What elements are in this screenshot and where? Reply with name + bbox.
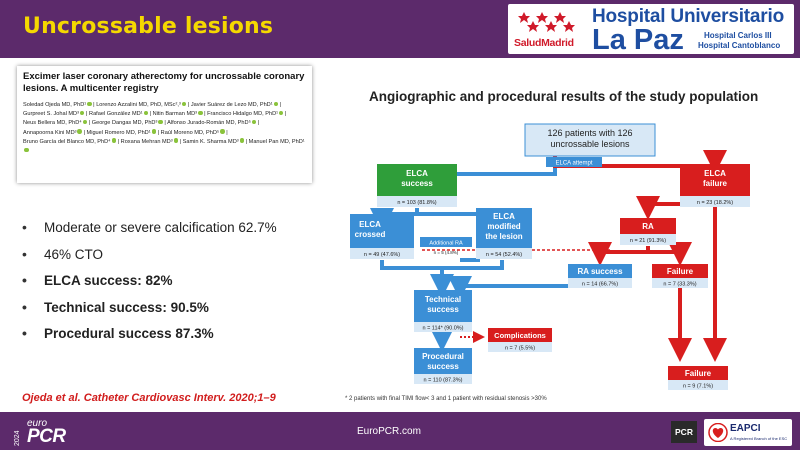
orcid-icon (87, 102, 92, 107)
author-name: Bruno García del Blanco MD, PhD⁴ (23, 138, 111, 145)
orcid-icon (198, 111, 203, 116)
author-name: Javier Suárez de Lezo MD, PhD¹ (190, 102, 273, 108)
elca-modified-n: n = 54 (52.4%) (485, 252, 523, 258)
elca-success-n: n = 103 (81.8%) (397, 200, 437, 206)
top-patients-line1: 126 patients with 126 (547, 128, 633, 138)
finding-item: • ELCA success: 82% (22, 273, 277, 300)
top-patients-line2: uncrossable lesions (550, 139, 630, 149)
failure-ra-n: n = 7 (33.3%) (663, 281, 697, 288)
orcid-icon (174, 138, 179, 143)
orcid-icon (77, 129, 82, 134)
orcid-icon (80, 111, 85, 116)
orcid-icon (279, 111, 284, 116)
elca-modified-line3: the lesion (485, 232, 523, 241)
ra-n: n = 21 (91.3%) (629, 238, 667, 244)
author-name: George Dangas MD, PhD³ (91, 120, 158, 127)
key-findings-list (22, 220, 277, 353)
diagram-footnote: * 2 patients with final TIMI flow< 3 and 1 patient with residual stenosis >30% (345, 396, 547, 402)
author-name: Soledad Ojeda MD, PhD¹ (23, 102, 87, 108)
elca-modified-line2: modified (487, 222, 521, 231)
elca-crossed-line2: crossed (354, 230, 386, 239)
additional-ra-label: Additional RA (429, 240, 463, 247)
author-name: Nitin Barman MD³ (152, 111, 198, 118)
finding-item: • Technical success: 90.5% (22, 300, 277, 327)
europcr-logo-pcr: PCR (27, 426, 66, 447)
failure-final-label: Failure (684, 369, 712, 378)
europcr-year (13, 418, 21, 446)
elca-crossed-n: n = 49 (47.6%) (363, 252, 401, 258)
technical-line1: Technical (424, 295, 462, 304)
finding-item: • Procedural success 87.3% (22, 326, 277, 353)
ra-success-label: RA success (577, 267, 623, 276)
complications-label: Complications (494, 331, 546, 340)
hospital-sub-carlos: Hospital Carlos III (704, 31, 772, 40)
citation: Ojeda et al. Catheter Cardiovasc Interv. 2020;1–9 (22, 392, 276, 404)
author-name: Samin K. Sharma MD³ (182, 138, 239, 145)
additional-ra-n: n = 5 (4.8%) (433, 250, 459, 255)
flow-diagram (330, 110, 800, 410)
arrow-crossed-to-technical (382, 260, 442, 292)
procedural-line2: success (427, 362, 459, 371)
ra-label: RA (642, 222, 654, 231)
elca-crossed-line1: ELCA (359, 220, 381, 229)
author-name: Rafael González MD¹ (89, 111, 143, 118)
elca-attempt-label: ELCA attempt (555, 160, 593, 167)
author-name: Miguel Romero MD, PhD¹ (86, 129, 151, 136)
arrow-to-ra-success (600, 246, 648, 260)
pcr-logo: PCR (671, 421, 697, 443)
finding-item: • 46% CTO (22, 247, 277, 274)
elca-modified-line1: ELCA (493, 212, 515, 221)
paper-card (17, 66, 312, 183)
technical-line2: success (427, 305, 459, 314)
hospital-sub-cantoblanco: Hospital Cantoblanco (698, 41, 781, 50)
diagram-title: Angiographic and procedural results of the study population (369, 89, 759, 104)
author-name: Raúl Moreno MD, PhD⁵ (160, 129, 220, 136)
eapci-logo (704, 419, 792, 446)
arrow-to-failure-ra (648, 246, 680, 260)
hospital-name-lapaz: La Paz (592, 24, 684, 56)
orcid-icon (182, 102, 187, 107)
ra-success-n: n = 14 (66.7%) (581, 281, 619, 288)
elca-failure-line1: ELCA (704, 169, 726, 178)
failure-ra-label: Failure (666, 267, 694, 276)
paper-title: Excimer laser coronary atherectomy for uncrossable coronary lesions. A multicenter registry (23, 71, 305, 94)
failure-final-n: n = 9 (7.1%) (682, 383, 714, 390)
author-name: Roxana Mehran MD³ (120, 138, 173, 145)
orcid-icon (144, 111, 149, 116)
technical-n: n = 114* (90.0%) (422, 325, 464, 332)
elca-success-line2: success (401, 179, 433, 188)
elca-failure-line2: failure (702, 179, 728, 188)
orcid-icon (24, 148, 29, 153)
orcid-icon (274, 102, 279, 107)
heart-icon (708, 423, 728, 442)
orcid-icon (112, 138, 117, 143)
procedural-line1: Procedural (422, 352, 464, 361)
orcid-icon (158, 120, 163, 125)
orcid-icon (152, 129, 157, 134)
orcid-icon (252, 120, 257, 125)
elca-failure-n: n = 23 (18.2%) (696, 200, 734, 206)
author-name: Annapoorna Kini MD³ (23, 129, 77, 136)
footer-url[interactable]: EuroPCR.com (357, 426, 421, 437)
eapci-subtext: A Registered Branch of the ESC (730, 436, 788, 441)
complications-n: n = 7 (5.5%) (504, 345, 536, 352)
author-name: Gurpreet S. Johal MD³ (23, 111, 79, 118)
europcr-logo-euro: euro (27, 418, 48, 429)
author-name: Neus Bellera MD, PhD⁴ (23, 120, 82, 127)
author-name: Lorenzo Azzalini MD, PhD, MSc²,³ (96, 102, 181, 108)
hospital-logo (508, 4, 794, 54)
madrid-emblem-icon (516, 8, 590, 34)
paper-authors: Soledad Ojeda MD, PhD¹ | Lorenzo Azzalini MD, PhD, MSc²,³ | Javier Suárez de Lezo MD, PhD¹ | Gurpreet S. Johal MD³ | Rafael González MD¹ | Nitin Barman MD³ | Francisco Hidalgo MD, PhD¹ | Neus Bellera MD, PhD⁴ | George Dangas MD, PhD³ | Alfonso Jurado-Román MD, PhD⁵ | Annapoorna Kini MD³ | Miguel Romero MD, PhD¹ | Raúl Moreno MD, PhD⁵ | Bruno García del Blanco MD, PhD⁴ | Roxana Mehran MD³ | Samin K. Sharma MD³ | Manuel Pan MD, PhD¹ (23, 101, 306, 156)
author-name: Manuel Pan MD, PhD¹ (248, 138, 305, 145)
saludmadrid-text: SaludMadrid (514, 37, 574, 49)
slide-title: Uncrossable lesions (23, 14, 274, 39)
orcid-icon (240, 138, 245, 143)
svg-text:2024: 2024 (14, 430, 21, 446)
author-name: Alfonso Jurado-Román MD, PhD⁵ (167, 120, 251, 127)
author-name: Francisco Hidalgo MD, PhD¹ (207, 111, 278, 118)
procedural-n: n = 110 (87.3%) (423, 377, 463, 384)
finding-item: • Moderate or severe calcification 62.7% (22, 220, 277, 247)
eapci-text: EAPCI (730, 423, 761, 434)
elca-success-line1: ELCA (406, 169, 428, 178)
orcid-icon (220, 129, 225, 134)
orcid-icon (83, 120, 88, 125)
hospital-name: Hospital Universitario (592, 6, 784, 27)
